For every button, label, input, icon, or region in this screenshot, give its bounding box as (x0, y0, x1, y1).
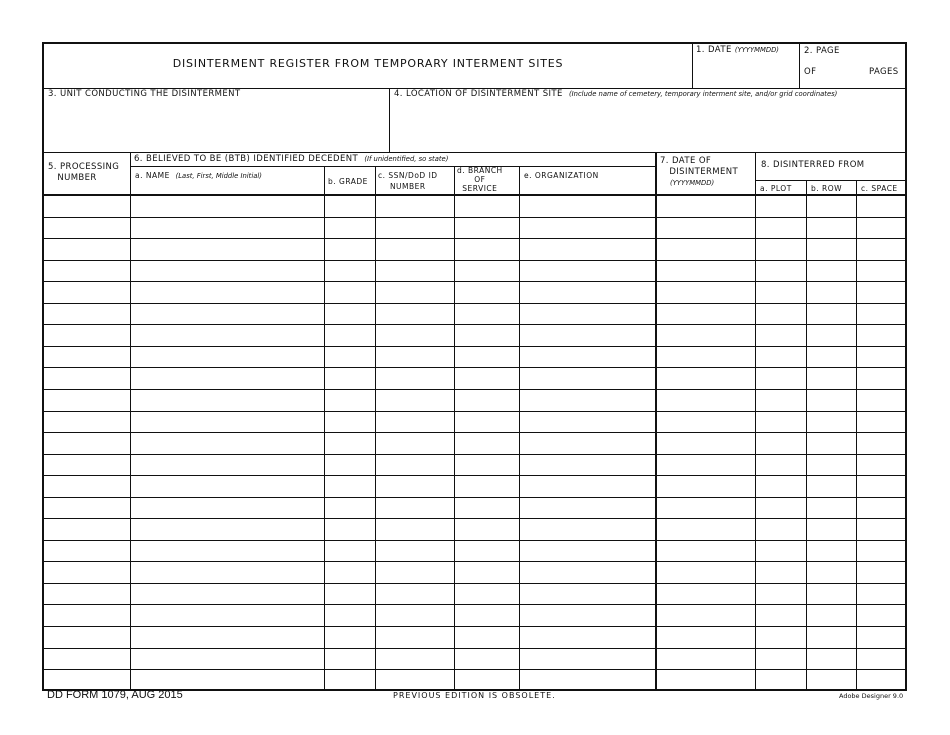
table-row (44, 561, 905, 583)
table-row (44, 540, 905, 562)
disinterment-date-cell[interactable] (656, 324, 755, 345)
location-field[interactable] (392, 102, 904, 151)
row-cell[interactable] (807, 583, 856, 604)
table-row (44, 432, 905, 454)
processing-number-cell[interactable] (45, 475, 130, 496)
processing-number-cell[interactable] (45, 389, 130, 410)
ssn-cell[interactable] (376, 561, 454, 582)
ssn-cell[interactable] (376, 303, 454, 324)
name-cell[interactable] (131, 454, 324, 475)
name-cell[interactable] (131, 518, 324, 539)
ssn-cell[interactable] (376, 195, 454, 216)
space-cell[interactable] (857, 303, 905, 324)
ssn-column-label: c. SSN/DoD ID NUMBER (378, 171, 438, 191)
plot-cell[interactable] (756, 648, 806, 669)
date-of-disinterment-label: 7. DATE OF DISINTERMENT (YYYYMMDD) (660, 156, 739, 187)
grade-cell[interactable] (325, 217, 375, 238)
space-column-label: c. SPACE (861, 184, 898, 193)
ssn-cell[interactable] (376, 411, 454, 432)
grade-cell[interactable] (325, 303, 375, 324)
processing-number-cell[interactable] (45, 626, 130, 647)
disinterment-date-cell[interactable] (656, 626, 755, 647)
branch-cell[interactable] (455, 260, 519, 281)
name-cell[interactable] (131, 583, 324, 604)
space-cell[interactable] (857, 540, 905, 561)
disinterment-date-cell[interactable] (656, 260, 755, 281)
organization-cell[interactable] (520, 669, 655, 690)
processing-number-cell[interactable] (45, 432, 130, 453)
ssn-cell[interactable] (376, 497, 454, 518)
date-label: 1. DATE (YYYYMMDD) (696, 45, 779, 55)
table-row (44, 346, 905, 368)
table-row (44, 238, 905, 260)
processing-number-cell[interactable] (45, 260, 130, 281)
row-cell[interactable] (807, 324, 856, 345)
branch-cell[interactable] (455, 238, 519, 259)
branch-cell[interactable] (455, 195, 519, 216)
space-cell[interactable] (857, 195, 905, 216)
unit-field[interactable] (46, 102, 388, 151)
processing-number-cell[interactable] (45, 367, 130, 388)
disinterment-date-cell[interactable] (656, 346, 755, 367)
grade-cell[interactable] (325, 260, 375, 281)
table-row (44, 324, 905, 346)
grade-cell[interactable] (325, 540, 375, 561)
disinterment-date-cell[interactable] (656, 540, 755, 561)
space-cell[interactable] (857, 260, 905, 281)
grade-cell[interactable] (325, 281, 375, 302)
row-cell[interactable] (807, 454, 856, 475)
date-field[interactable] (694, 57, 798, 86)
row-cell[interactable] (807, 411, 856, 432)
space-cell[interactable] (857, 626, 905, 647)
branch-cell[interactable] (455, 518, 519, 539)
plot-cell[interactable] (756, 454, 806, 475)
ssn-cell[interactable] (376, 540, 454, 561)
name-cell[interactable] (131, 475, 324, 496)
space-cell[interactable] (857, 475, 905, 496)
space-cell[interactable] (857, 518, 905, 539)
row-cell[interactable] (807, 561, 856, 582)
branch-cell[interactable] (455, 626, 519, 647)
row-cell[interactable] (807, 303, 856, 324)
ssn-cell[interactable] (376, 626, 454, 647)
space-cell[interactable] (857, 583, 905, 604)
plot-cell[interactable] (756, 518, 806, 539)
name-cell[interactable] (131, 260, 324, 281)
grade-cell[interactable] (325, 475, 375, 496)
name-cell[interactable] (131, 626, 324, 647)
branch-cell[interactable] (455, 367, 519, 388)
disinterment-date-cell[interactable] (656, 454, 755, 475)
processing-number-cell[interactable] (45, 518, 130, 539)
name-column-label: a. NAME (Last, First, Middle Initial) (135, 171, 262, 180)
plot-cell[interactable] (756, 604, 806, 625)
table-row (44, 411, 905, 433)
name-cell[interactable] (131, 432, 324, 453)
name-cell[interactable] (131, 324, 324, 345)
row-cell[interactable] (807, 195, 856, 216)
branch-cell[interactable] (455, 389, 519, 410)
plot-cell[interactable] (756, 540, 806, 561)
processing-number-cell[interactable] (45, 561, 130, 582)
branch-cell[interactable] (455, 648, 519, 669)
grade-cell[interactable] (325, 432, 375, 453)
organization-cell[interactable] (520, 454, 655, 475)
plot-cell[interactable] (756, 389, 806, 410)
branch-cell[interactable] (455, 281, 519, 302)
total-pages-field[interactable] (880, 52, 906, 66)
ssn-cell[interactable] (376, 669, 454, 690)
grade-cell[interactable] (325, 389, 375, 410)
space-cell[interactable] (857, 217, 905, 238)
location-label: 4. LOCATION OF DISINTERMENT SITE (Include name of cemetery, temporary interment site, and/or grid coordinates) (394, 89, 838, 99)
plot-cell[interactable] (756, 346, 806, 367)
table-row (44, 497, 905, 519)
space-cell[interactable] (857, 367, 905, 388)
table-row (44, 518, 905, 540)
software-note: Adobe Designer 9.0 (839, 692, 904, 700)
pages-label: PAGES (869, 67, 899, 77)
grade-cell[interactable] (325, 518, 375, 539)
processing-number-cell[interactable] (45, 454, 130, 475)
page-number-field[interactable] (844, 64, 866, 80)
ssn-cell[interactable] (376, 217, 454, 238)
name-cell[interactable] (131, 604, 324, 625)
space-cell[interactable] (857, 669, 905, 690)
row-cell[interactable] (807, 497, 856, 518)
plot-cell[interactable] (756, 497, 806, 518)
grade-cell[interactable] (325, 583, 375, 604)
processing-number-label: 5. PROCESSING NUMBER (48, 162, 120, 183)
name-cell[interactable] (131, 669, 324, 690)
organization-cell[interactable] (520, 540, 655, 561)
ssn-cell[interactable] (376, 475, 454, 496)
disinterment-register-form (42, 42, 907, 691)
row-cell[interactable] (807, 540, 856, 561)
organization-cell[interactable] (520, 324, 655, 345)
branch-cell[interactable] (455, 475, 519, 496)
organization-cell[interactable] (520, 432, 655, 453)
plot-column-label: a. PLOT (760, 184, 792, 193)
grade-cell[interactable] (325, 497, 375, 518)
space-cell[interactable] (857, 238, 905, 259)
space-cell[interactable] (857, 389, 905, 410)
disinterment-date-cell[interactable] (656, 432, 755, 453)
disinterment-date-cell[interactable] (656, 561, 755, 582)
row-cell[interactable] (807, 669, 856, 690)
ssn-cell[interactable] (376, 454, 454, 475)
processing-number-cell[interactable] (45, 604, 130, 625)
processing-number-cell[interactable] (45, 411, 130, 432)
branch-cell[interactable] (455, 497, 519, 518)
space-cell[interactable] (857, 561, 905, 582)
branch-cell[interactable] (455, 411, 519, 432)
row-cell[interactable] (807, 432, 856, 453)
branch-cell[interactable] (455, 324, 519, 345)
of-label: OF (804, 67, 817, 77)
plot-cell[interactable] (756, 238, 806, 259)
ssn-cell[interactable] (376, 432, 454, 453)
disinterment-date-cell[interactable] (656, 497, 755, 518)
space-cell[interactable] (857, 454, 905, 475)
processing-number-cell[interactable] (45, 303, 130, 324)
ssn-cell[interactable] (376, 518, 454, 539)
organization-cell[interactable] (520, 497, 655, 518)
grade-cell[interactable] (325, 195, 375, 216)
disinterment-date-cell[interactable] (656, 669, 755, 690)
table-row (44, 669, 905, 691)
organization-cell[interactable] (520, 217, 655, 238)
disinterred-from-label: 8. DISINTERRED FROM (761, 160, 865, 170)
organization-cell[interactable] (520, 367, 655, 388)
name-cell[interactable] (131, 195, 324, 216)
plot-cell[interactable] (756, 432, 806, 453)
organization-cell[interactable] (520, 561, 655, 582)
branch-cell[interactable] (455, 583, 519, 604)
edition-note: PREVIOUS EDITION IS OBSOLETE. (393, 691, 556, 700)
grade-cell[interactable] (325, 561, 375, 582)
processing-number-cell[interactable] (45, 540, 130, 561)
name-cell[interactable] (131, 648, 324, 669)
row-cell[interactable] (807, 281, 856, 302)
disinterment-date-cell[interactable] (656, 195, 755, 216)
ssn-cell[interactable] (376, 346, 454, 367)
plot-cell[interactable] (756, 475, 806, 496)
table-row (44, 217, 905, 239)
grade-cell[interactable] (325, 454, 375, 475)
name-cell[interactable] (131, 411, 324, 432)
ssn-cell[interactable] (376, 260, 454, 281)
organization-cell[interactable] (520, 281, 655, 302)
processing-number-cell[interactable] (45, 195, 130, 216)
organization-column-label: e. ORGANIZATION (524, 171, 599, 180)
branch-cell[interactable] (455, 454, 519, 475)
organization-cell[interactable] (520, 604, 655, 625)
branch-cell[interactable] (455, 540, 519, 561)
processing-number-cell[interactable] (45, 238, 130, 259)
grade-cell[interactable] (325, 411, 375, 432)
grade-cell[interactable] (325, 238, 375, 259)
branch-cell[interactable] (455, 217, 519, 238)
table-row (44, 260, 905, 282)
name-cell[interactable] (131, 217, 324, 238)
table-row (44, 281, 905, 303)
organization-cell[interactable] (520, 626, 655, 647)
plot-cell[interactable] (756, 669, 806, 690)
row-cell[interactable] (807, 389, 856, 410)
form-title: DISINTERMENT REGISTER FROM TEMPORARY INTERMENT SITES (172, 57, 564, 70)
name-cell[interactable] (131, 497, 324, 518)
grade-column-label: b. GRADE (328, 177, 368, 186)
organization-cell[interactable] (520, 475, 655, 496)
name-cell[interactable] (131, 389, 324, 410)
disinterment-date-cell[interactable] (656, 238, 755, 259)
space-cell[interactable] (857, 648, 905, 669)
plot-cell[interactable] (756, 367, 806, 388)
ssn-cell[interactable] (376, 367, 454, 388)
organization-cell[interactable] (520, 303, 655, 324)
space-cell[interactable] (857, 281, 905, 302)
btb-label: 6. BELIEVED TO BE (BTB) IDENTIFIED DECEDENT (If unidentified, so state) (134, 154, 449, 164)
disinterment-date-cell[interactable] (656, 604, 755, 625)
disinterment-date-cell[interactable] (656, 217, 755, 238)
grade-cell[interactable] (325, 324, 375, 345)
row-cell[interactable] (807, 626, 856, 647)
ssn-cell[interactable] (376, 604, 454, 625)
row-cell[interactable] (807, 217, 856, 238)
page-label: 2. PAGE (804, 46, 840, 56)
disinterment-date-cell[interactable] (656, 518, 755, 539)
organization-cell[interactable] (520, 411, 655, 432)
plot-cell[interactable] (756, 303, 806, 324)
organization-cell[interactable] (520, 389, 655, 410)
table-row (44, 367, 905, 389)
grade-cell[interactable] (325, 367, 375, 388)
branch-cell[interactable] (455, 346, 519, 367)
table-row (44, 583, 905, 605)
disinterment-date-cell[interactable] (656, 303, 755, 324)
table-row (44, 626, 905, 648)
organization-cell[interactable] (520, 195, 655, 216)
row-cell[interactable] (807, 367, 856, 388)
plot-cell[interactable] (756, 583, 806, 604)
organization-cell[interactable] (520, 260, 655, 281)
table-row (44, 195, 905, 217)
plot-cell[interactable] (756, 561, 806, 582)
ssn-cell[interactable] (376, 583, 454, 604)
space-cell[interactable] (857, 324, 905, 345)
disinterment-date-cell[interactable] (656, 389, 755, 410)
name-cell[interactable] (131, 281, 324, 302)
table-row (44, 454, 905, 476)
row-cell[interactable] (807, 346, 856, 367)
branch-cell[interactable] (455, 303, 519, 324)
table-row (44, 303, 905, 325)
grade-cell[interactable] (325, 346, 375, 367)
processing-number-cell[interactable] (45, 217, 130, 238)
table-row (44, 604, 905, 626)
grade-cell[interactable] (325, 648, 375, 669)
disinterment-date-cell[interactable] (656, 281, 755, 302)
ssn-cell[interactable] (376, 324, 454, 345)
processing-number-cell[interactable] (45, 648, 130, 669)
processing-number-cell[interactable] (45, 281, 130, 302)
ssn-cell[interactable] (376, 238, 454, 259)
space-cell[interactable] (857, 346, 905, 367)
name-cell[interactable] (131, 367, 324, 388)
row-cell[interactable] (807, 475, 856, 496)
row-cell[interactable] (807, 648, 856, 669)
row-cell[interactable] (807, 260, 856, 281)
plot-cell[interactable] (756, 281, 806, 302)
organization-cell[interactable] (520, 648, 655, 669)
plot-cell[interactable] (756, 195, 806, 216)
grade-cell[interactable] (325, 669, 375, 690)
plot-cell[interactable] (756, 260, 806, 281)
disinterment-date-cell[interactable] (656, 583, 755, 604)
name-cell[interactable] (131, 238, 324, 259)
processing-number-cell[interactable] (45, 583, 130, 604)
plot-cell[interactable] (756, 217, 806, 238)
disinterment-date-cell[interactable] (656, 367, 755, 388)
ssn-cell[interactable] (376, 281, 454, 302)
processing-number-cell[interactable] (45, 669, 130, 690)
branch-cell[interactable] (455, 561, 519, 582)
ssn-cell[interactable] (376, 389, 454, 410)
name-cell[interactable] (131, 540, 324, 561)
plot-cell[interactable] (756, 324, 806, 345)
organization-cell[interactable] (520, 238, 655, 259)
grade-cell[interactable] (325, 604, 375, 625)
space-cell[interactable] (857, 411, 905, 432)
branch-cell[interactable] (455, 432, 519, 453)
organization-cell[interactable] (520, 518, 655, 539)
branch-column-label: d. BRANCH OF SERVICE (457, 166, 503, 193)
form-id: DD FORM 1079, AUG 2015 (47, 689, 183, 701)
organization-cell[interactable] (520, 346, 655, 367)
processing-number-cell[interactable] (45, 346, 130, 367)
space-cell[interactable] (857, 497, 905, 518)
disinterment-date-cell[interactable] (656, 648, 755, 669)
branch-cell[interactable] (455, 604, 519, 625)
branch-cell[interactable] (455, 669, 519, 690)
disinterment-date-cell[interactable] (656, 475, 755, 496)
table-row (44, 389, 905, 411)
disinterment-date-cell[interactable] (656, 411, 755, 432)
row-cell[interactable] (807, 238, 856, 259)
processing-number-cell[interactable] (45, 497, 130, 518)
unit-label: 3. UNIT CONDUCTING THE DISINTERMENT (48, 89, 241, 99)
table-row (44, 648, 905, 670)
grade-cell[interactable] (325, 626, 375, 647)
ssn-cell[interactable] (376, 648, 454, 669)
organization-cell[interactable] (520, 583, 655, 604)
name-cell[interactable] (131, 561, 324, 582)
space-cell[interactable] (857, 432, 905, 453)
plot-cell[interactable] (756, 626, 806, 647)
row-cell[interactable] (807, 604, 856, 625)
row-cell[interactable] (807, 518, 856, 539)
table-row (44, 475, 905, 497)
plot-cell[interactable] (756, 411, 806, 432)
space-cell[interactable] (857, 604, 905, 625)
row-column-label: b. ROW (811, 184, 843, 193)
name-cell[interactable] (131, 346, 324, 367)
processing-number-cell[interactable] (45, 324, 130, 345)
name-cell[interactable] (131, 303, 324, 324)
